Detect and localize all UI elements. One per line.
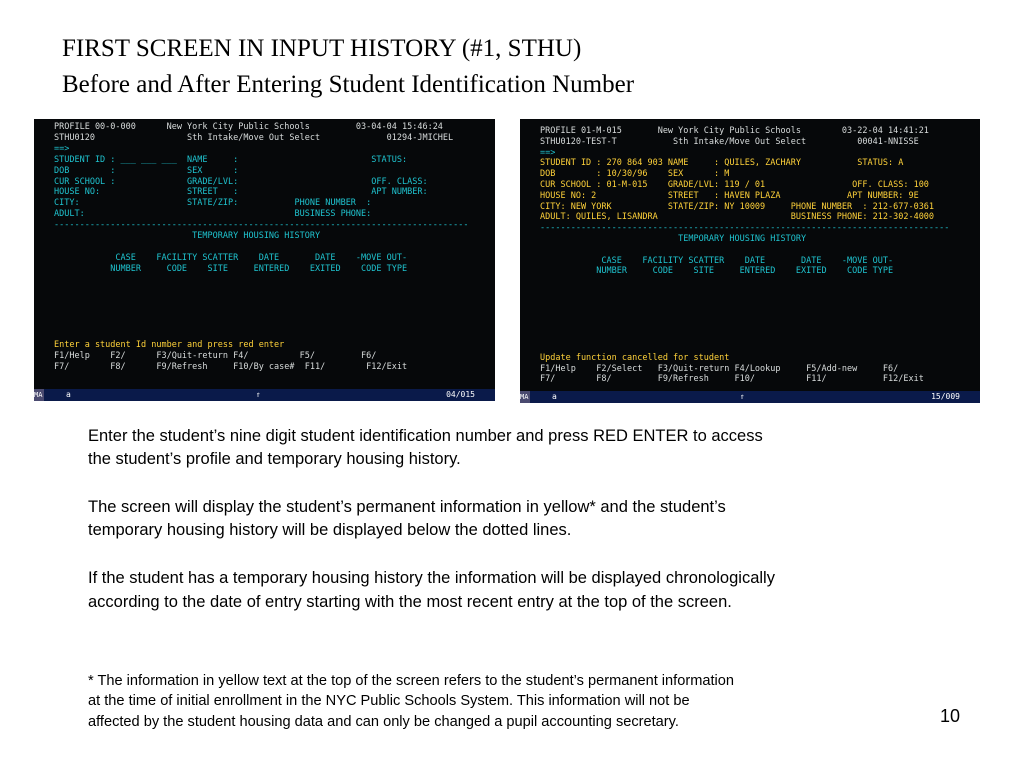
terminal-line: NUMBER CODE SITE ENTERED EXITED CODE TYPE <box>540 266 894 277</box>
footnote-line: * The information in yellow text at the top of the screen refers to the student’s permanent information <box>88 673 734 689</box>
terminal-line: CUR SCHOOL : 01-M-015 GRADE/LVL: 119 / 01 OFF. CLASS: 100 <box>540 180 929 190</box>
terminal-line: TEMPORARY HOUSING HISTORY <box>54 231 321 241</box>
page-indicator: 04/015 <box>446 390 475 399</box>
terminal-status-bar <box>34 389 495 401</box>
terminal-line: STUDENT ID : 270 864 903 NAME : QUILES, ZACHARY STATUS: A <box>540 158 904 169</box>
status-indicator: MA <box>34 391 43 399</box>
session-letter: a <box>552 392 557 401</box>
terminal-line: PROFILE 01-M-015 New York City Public Schools 03-22-04 14:41:21 <box>540 126 929 136</box>
terminal-line: F1/Help F2/ F3/Quit-return F4/ F5/ F6/ <box>54 350 377 361</box>
terminal-screenshot-after <box>520 119 980 403</box>
cursor-marker-icon: ⇑ <box>740 392 745 401</box>
terminal-line: Enter a student Id number and press red enter <box>54 340 285 350</box>
slide-title: FIRST SCREEN IN INPUT HISTORY (#1, STHU) <box>62 35 582 62</box>
instruction-line: the student’s profile and temporary housing history. <box>88 450 461 468</box>
terminal-line: --------------------------------------------------------------------------------- <box>54 220 469 231</box>
terminal-line: F7/ F8/ F9/Refresh F10/ F11/ F12/Exit <box>540 374 924 385</box>
session-letter: a <box>66 390 71 399</box>
terminal-line: ==> <box>54 143 70 154</box>
instruction-line: If the student has a temporary housing history the information will be displayed chronologically <box>88 569 775 587</box>
instruction-line: according to the date of entry starting with the most recent entry at the top of the screen. <box>88 593 732 611</box>
page-indicator: 15/009 <box>931 392 960 401</box>
terminal-line: NUMBER CODE SITE ENTERED EXITED CODE TYPE <box>54 263 408 274</box>
footnote-line: at the time of initial enrollment in the NYC Public Schools System. This information will not be <box>88 693 690 709</box>
terminal-line: ADULT: BUSINESS PHONE: <box>54 209 372 220</box>
terminal-line: ADULT: QUILES, LISANDRA BUSINESS PHONE: 212-302-4000 <box>540 212 935 223</box>
slide-subtitle: Before and After Entering Student Identification Number <box>62 71 635 98</box>
footnote-line: affected by the student housing data and can only be changed a pupil accounting secretary. <box>88 714 679 730</box>
cursor-marker-icon: ⇑ <box>256 390 261 399</box>
status-indicator: MA <box>520 393 529 401</box>
instruction-line: Enter the student’s nine digit student identification number and press RED ENTER to access <box>88 427 763 445</box>
terminal-line: F7/ F8/ F9/Refresh F10/By case# F11/ F12/Exit <box>54 361 408 372</box>
terminal-line: CUR SCHOOL : GRADE/LVL: OFF. CLASS: <box>54 176 428 187</box>
terminal-line: STHU0120 Sth Intake/Move Out Select 01294-JMICHEL <box>54 132 454 143</box>
terminal-line: -------------------------------------------------------------------------------- <box>540 223 950 234</box>
terminal-line: PROFILE 00-0-000 New York City Public Schools 03-04-04 15:46:24 <box>54 122 443 132</box>
terminal-line: CASE FACILITY SCATTER DATE DATE -MOVE OUT- <box>54 252 408 263</box>
terminal-line: DOB : 10/30/96 SEX : M <box>540 169 730 180</box>
terminal-line: DOB : SEX : <box>54 165 239 176</box>
terminal-line: Update function cancelled for student <box>540 352 730 363</box>
instruction-line: temporary housing history will be displayed below the dotted lines. <box>88 521 572 539</box>
terminal-line: STHU0120-TEST-T Sth Intake/Move Out Select 00041-NNISSE <box>540 136 919 147</box>
terminal-line: STUDENT ID : ___ ___ ___ NAME : STATUS: <box>54 154 408 165</box>
terminal-line: CITY: NEW YORK STATE/ZIP: NY 10009 PHONE NUMBER : 212-677-0361 <box>540 201 935 212</box>
terminal-screenshot-before <box>34 119 495 401</box>
terminal-line: ==> <box>540 147 556 158</box>
terminal-line: CITY: STATE/ZIP: PHONE NUMBER : <box>54 198 372 209</box>
terminal-line: CASE FACILITY SCATTER DATE DATE -MOVE OUT- <box>540 255 894 266</box>
terminal-status-bar <box>520 391 980 403</box>
terminal-line: HOUSE NO: 2 STREET : HAVEN PLAZA APT NUMBER: 9E <box>540 190 919 201</box>
terminal-line: HOUSE NO: STREET : APT NUMBER: <box>54 187 428 198</box>
terminal-line: F1/Help F2/Select F3/Quit-return F4/Lookup F5/Add-new F6/ <box>540 363 899 374</box>
terminal-line: TEMPORARY HOUSING HISTORY <box>540 234 807 244</box>
instruction-line: The screen will display the student’s permanent information in yellow* and the student’s <box>88 498 726 516</box>
page-number: 10 <box>940 706 961 726</box>
